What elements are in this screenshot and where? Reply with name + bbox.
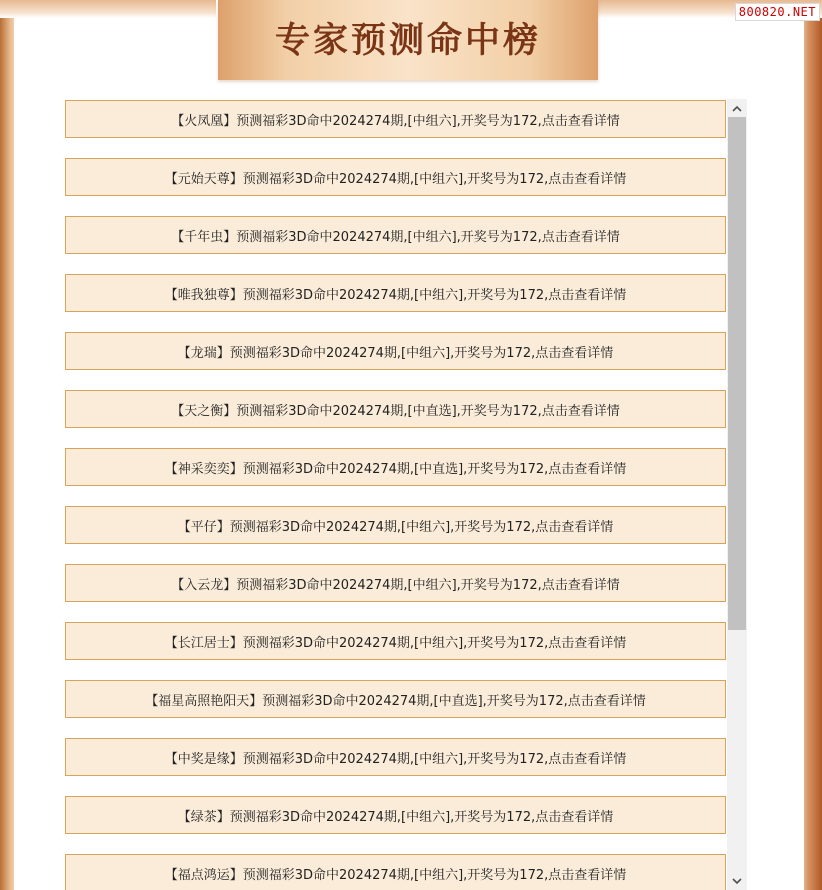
list-item[interactable] bbox=[65, 622, 726, 660]
list-item[interactable] bbox=[65, 854, 726, 890]
list-item[interactable] bbox=[65, 390, 726, 428]
list-item-text: 【入云龙】预测福彩3D命中2024274期,[中组六],开奖号为172,点击查看详情 bbox=[171, 577, 620, 593]
list-item-text: 【神采奕奕】预测福彩3D命中2024274期,[中直选],开奖号为172,点击查看详情 bbox=[164, 461, 627, 477]
list-item[interactable] bbox=[65, 738, 726, 776]
list-item[interactable] bbox=[65, 564, 726, 602]
chevron-up-icon[interactable] bbox=[727, 99, 747, 117]
title-banner bbox=[218, 0, 598, 80]
list-scrollbar[interactable] bbox=[727, 99, 747, 890]
list-item-text: 【元始天尊】预测福彩3D命中2024274期,[中组六],开奖号为172,点击查看详情 bbox=[164, 171, 627, 187]
list-item-text: 【平仔】预测福彩3D命中2024274期,[中组六],开奖号为172,点击查看详情 bbox=[177, 519, 614, 535]
list-item-text: 【福星高照艳阳天】预测福彩3D命中2024274期,[中直选],开奖号为172,点击查看详情 bbox=[145, 693, 646, 709]
list-item[interactable] bbox=[65, 680, 726, 718]
expert-hit-list bbox=[65, 100, 726, 890]
list-item[interactable] bbox=[65, 332, 726, 370]
scroll-thumb[interactable] bbox=[728, 117, 746, 630]
page-title: 专家预测命中榜 bbox=[274, 21, 541, 61]
list-item-text: 【龙瑞】预测福彩3D命中2024274期,[中组六],开奖号为172,点击查看详情 bbox=[177, 345, 614, 361]
list-item-text: 【唯我独尊】预测福彩3D命中2024274期,[中组六],开奖号为172,点击查看详情 bbox=[164, 287, 627, 303]
list-item[interactable] bbox=[65, 216, 726, 254]
chevron-down-icon[interactable] bbox=[727, 872, 747, 890]
list-item-text: 【天之衡】预测福彩3D命中2024274期,[中直选],开奖号为172,点击查看详情 bbox=[171, 403, 620, 419]
list-item-text: 【中奖是缘】预测福彩3D命中2024274期,[中组六],开奖号为172,点击查看详情 bbox=[164, 751, 627, 767]
list-item[interactable] bbox=[65, 158, 726, 196]
list-item-text: 【绿茶】预测福彩3D命中2024274期,[中组六],开奖号为172,点击查看详情 bbox=[177, 809, 614, 825]
list-item[interactable] bbox=[65, 100, 726, 138]
list-item-text: 【长江居士】预测福彩3D命中2024274期,[中组六],开奖号为172,点击查看详情 bbox=[164, 635, 627, 651]
list-item-text: 【福点鸿运】预测福彩3D命中2024274期,[中组六],开奖号为172,点击查看详情 bbox=[164, 867, 627, 883]
frame-top-left-decoration bbox=[0, 0, 216, 18]
list-item[interactable] bbox=[65, 448, 726, 486]
site-watermark: 800820.NET bbox=[735, 3, 820, 21]
list-item-text: 【千年虫】预测福彩3D命中2024274期,[中组六],开奖号为172,点击查看详情 bbox=[171, 229, 620, 245]
list-item[interactable] bbox=[65, 274, 726, 312]
list-item[interactable] bbox=[65, 796, 726, 834]
list-item-text: 【火凤凰】预测福彩3D命中2024274期,[中组六],开奖号为172,点击查看详情 bbox=[171, 113, 620, 129]
list-item[interactable] bbox=[65, 506, 726, 544]
